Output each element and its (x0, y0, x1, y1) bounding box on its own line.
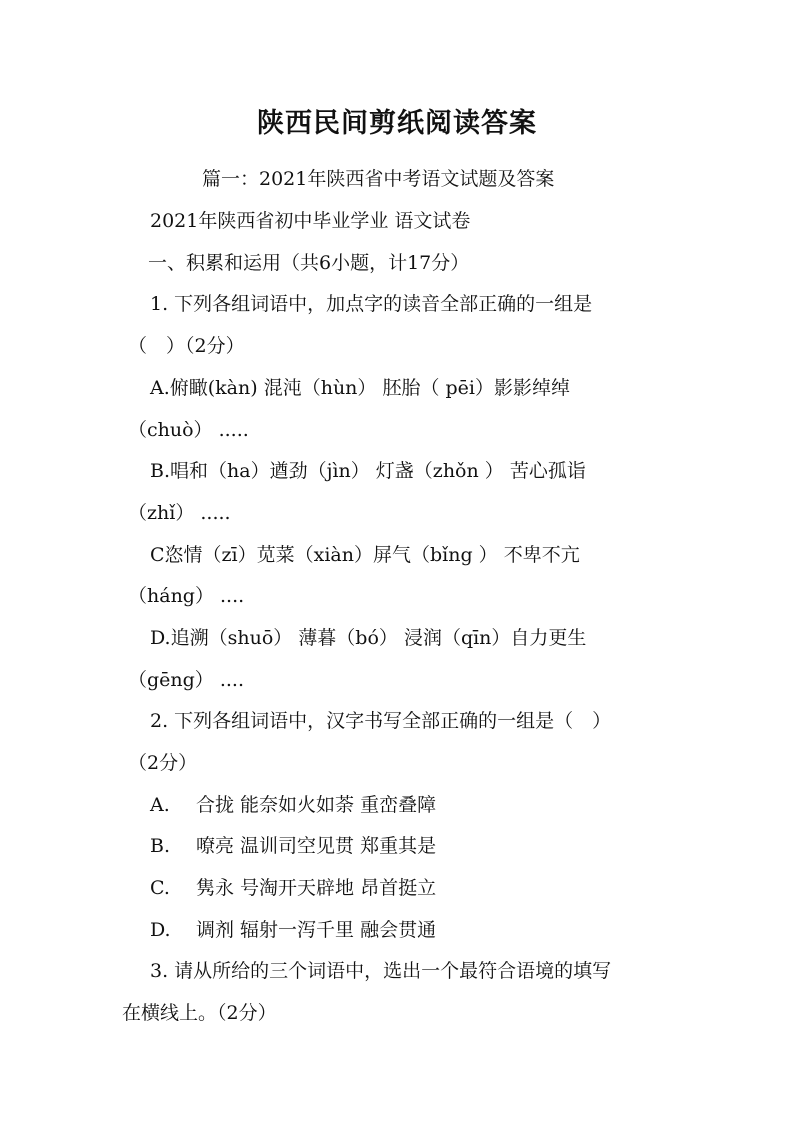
question-2-option-a (150, 792, 436, 818)
option-text: 隽永 号淘开天辟地 昂首挺立 (196, 877, 437, 899)
question-1-option-c: C恣情（zī）苋菜（xiàn）屏气（bǐng ） 不卑不亢 (150, 544, 580, 566)
option-text: 合拢 能奈如火如荼 重峦叠障 (196, 794, 437, 816)
question-2-stem-continued: （2分） (128, 752, 198, 774)
question-1-stem-continued: （ ）（2分） (128, 335, 245, 357)
question-2-stem: 2. 下列各组词语中，汉字书写全部正确的一组是（ ） (150, 710, 612, 732)
document-title: 陕西民间剪纸阅读答案 (257, 108, 537, 139)
option-text: 调剂 辐射一泻千里 融会贯通 (196, 919, 437, 941)
question-2-option-b (150, 833, 436, 859)
question-2-option-d (150, 917, 436, 943)
question-1-option-d: D.追溯（shuō） 薄暮（bó） 浸润（qīn）自力更生 (150, 627, 587, 649)
question-3-stem: 3. 请从所给的三个词语中，选出一个最符合语境的填写 (150, 960, 612, 982)
question-1-option-c-continued: （háng） .... (128, 585, 245, 607)
question-3-stem-continued: 在横线上。（2分） (122, 1002, 277, 1024)
option-letter: C. (150, 877, 170, 899)
question-1-stem: 1. 下列各组词语中，加点字的读音全部正确的一组是 (150, 293, 593, 315)
question-1-option-b-continued: （zhǐ） ..... (128, 502, 231, 524)
question-1-option-b: B.唱和（ha）遒劲（jìn） 灯盏（zhǒn ） 苦心孤诣 (150, 460, 586, 482)
option-letter: B. (150, 835, 171, 857)
option-letter: D. (150, 919, 171, 941)
option-text: 嘹亮 温训司空见贯 郑重其是 (196, 835, 437, 857)
question-1-option-a: A.俯瞰(kàn) 混沌（hùn） 胚胎（ pēi）影影绰绰 (150, 377, 570, 399)
question-1-option-a-continued: （chuò） ..... (128, 419, 249, 441)
exam-title: 2021年陕西省初中毕业学业 语文试卷 (150, 210, 471, 232)
question-2-option-c (150, 875, 436, 901)
subtitle: 篇一：2021年陕西省中考语文试题及答案 (202, 168, 555, 190)
section-heading: 一、积累和运用（共6小题，计17分） (148, 252, 470, 274)
option-letter: A. (150, 794, 170, 816)
question-1-option-d-continued: （gēng） .... (128, 669, 245, 691)
